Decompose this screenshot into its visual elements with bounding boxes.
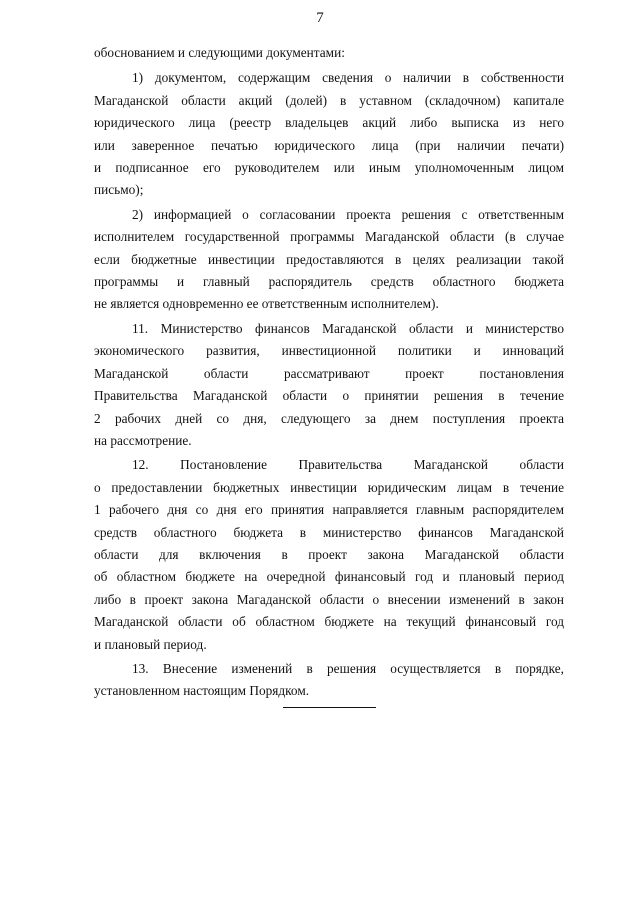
text-line: Магаданской области рассматривают проект постановления	[94, 365, 564, 381]
text-line: области для включения в проект закона Магаданской области	[94, 546, 564, 562]
text-line: установленном настоящим Порядком.	[94, 683, 310, 699]
paragraph-section-13	[94, 658, 564, 703]
paragraph-item-1	[94, 67, 564, 201]
text-line: исполнителем государственной программы Магаданской области (в случае	[94, 229, 564, 245]
document-body	[94, 42, 564, 703]
text-line: либо в проект закона Магаданской области о внесении изменений в закон	[94, 591, 564, 607]
text-line: юридического лица (реестр владельцев акций либо выписка из него	[94, 115, 564, 131]
text-line: экономического развития, инвестиционной политики и инноваций	[94, 343, 564, 359]
text-line: Правительства Магаданской области о принятии решения в течение	[94, 388, 564, 404]
text-line: письмо);	[94, 182, 144, 198]
text-line: если бюджетные инвестиции предоставляются в целях реализации такой	[94, 251, 564, 267]
paragraph-section-11	[94, 318, 564, 452]
text-line: 2) информацией о согласовании проекта решения с ответственным	[132, 206, 564, 222]
text-line: средств областного бюджета в министерство финансов Магаданской	[94, 524, 564, 540]
paragraph-item-2	[94, 204, 564, 316]
text-line: на рассмотрение.	[94, 432, 192, 448]
text-line: и подписанное его руководителем или иным уполномоченным лицом	[94, 160, 564, 176]
paragraph-continuation	[94, 42, 564, 64]
text-line: или заверенное печатью юридического лица (при наличии печати)	[94, 137, 564, 153]
end-separator-line	[283, 707, 376, 708]
text-line: не является одновременно ее ответственным исполнителем).	[94, 296, 439, 312]
text-line: обоснованием и следующими документами:	[94, 45, 345, 60]
text-line: 1 рабочего дня со дня его принятия направляется главным распорядителем	[94, 502, 564, 518]
text-line: 13. Внесение изменений в решения осуществляется в порядке,	[132, 660, 564, 676]
text-line: об областном бюджете на очередной финансовый год и плановый период	[94, 569, 564, 585]
text-line: 11. Министерство финансов Магаданской области и министерство	[132, 320, 564, 336]
text-line: 1) документом, содержащим сведения о наличии в собственности	[132, 70, 564, 86]
paragraph-section-12	[94, 454, 564, 656]
text-line: и плановый период.	[94, 636, 207, 652]
text-line: программы и главный распорядитель средств областного бюджета	[94, 274, 564, 290]
page-number: 7	[316, 10, 324, 26]
text-line: Магаданской области акций (долей) в уставном (складочном) капитале	[94, 92, 564, 108]
text-line: Магаданской области об областном бюджете на текущий финансовый год	[94, 614, 564, 630]
text-line: 2 рабочих дней со дня, следующего за днем поступления проекта	[94, 410, 564, 426]
text-line: 12. Постановление Правительства Магаданской области	[132, 457, 564, 473]
text-line: о предоставлении бюджетных инвестиции юридическим лицам в течение	[94, 479, 564, 495]
